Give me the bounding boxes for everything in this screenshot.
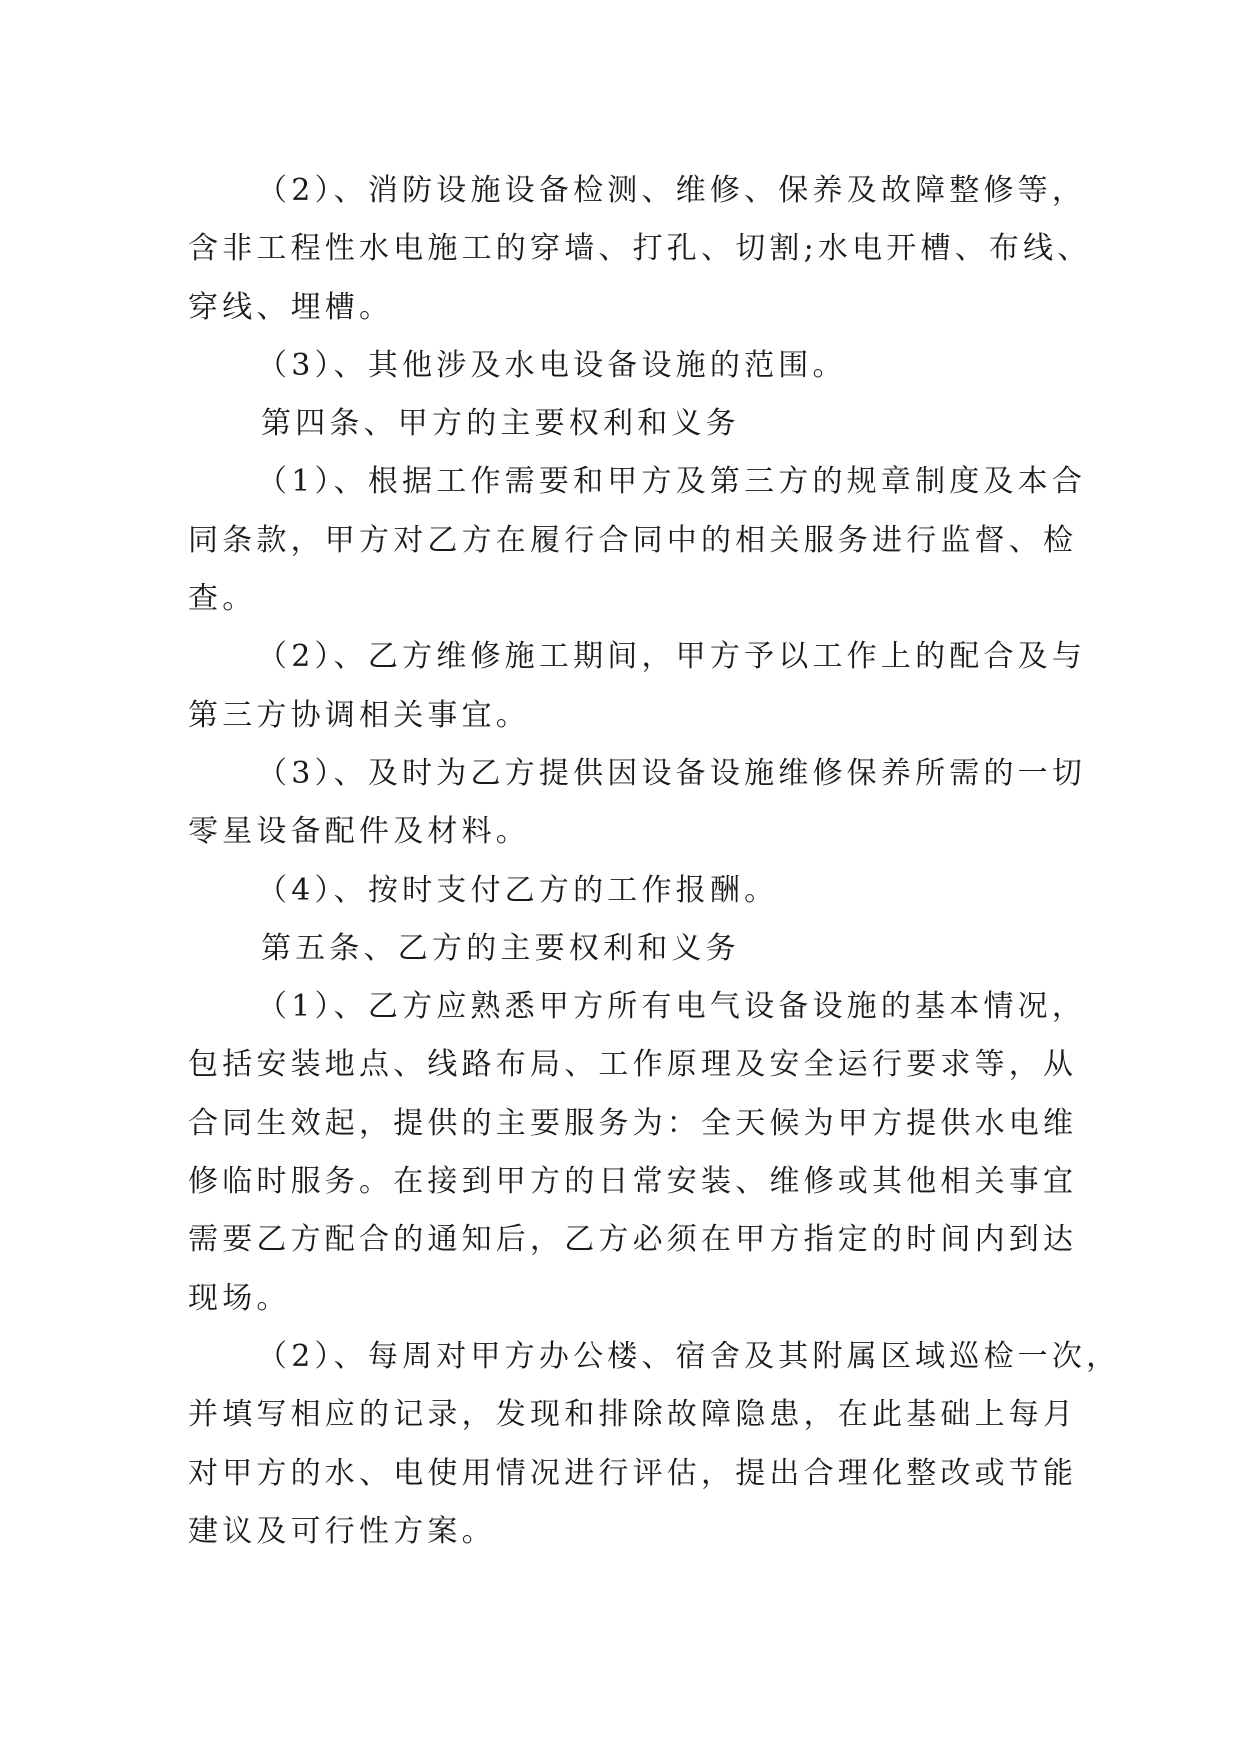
text-line: 同条款，甲方对乙方在履行合同中的相关服务进行监督、检 [188, 522, 1078, 558]
text-line: 合同生效起，提供的主要服务为：全天候为甲方提供水电维 [188, 1105, 1078, 1141]
text-line: 零星设备配件及材料。 [188, 814, 530, 850]
text-line: 第三方协调相关事宜。 [188, 697, 530, 733]
text-line: （2）、消防设施设备检测、维修、保养及故障整修等， [257, 173, 1087, 208]
text-line: 建议及可行性方案。 [188, 1513, 496, 1549]
text-line: 查。 [188, 581, 257, 617]
text-line: （2）、每周对甲方办公楼、宿舍及其附属区域巡检一次， [257, 1338, 1121, 1374]
document-body [188, 162, 1121, 1561]
section-heading: 第五条、乙方的主要权利和义务 [261, 930, 740, 966]
text-line: （3）、其他涉及水电设备设施的范围。 [257, 347, 847, 383]
text-line: 含非工程性水电施工的穿墙、打孔、切割;水电开槽、布线、 [188, 231, 1092, 267]
text-line: 现场。 [188, 1280, 291, 1316]
text-line: （2）、乙方维修施工期间，甲方予以工作上的配合及与 [257, 639, 1087, 675]
text-line: 需要乙方配合的通知后，乙方必须在甲方指定的时间内到达 [188, 1222, 1078, 1258]
text-line: （4）、按时支付乙方的工作报酬。 [257, 872, 779, 908]
text-line: （1）、根据工作需要和甲方及第三方的规章制度及本合 [257, 464, 1087, 500]
text-line: 修临时服务。在接到甲方的日常安装、维修或其他相关事宜 [188, 1164, 1078, 1200]
text-line: 对甲方的水、电使用情况进行评估，提出合理化整改或节能 [188, 1455, 1078, 1491]
text-line: （3）、及时为乙方提供因设备设施维修保养所需的一切 [257, 755, 1087, 791]
section-heading: 第四条、甲方的主要权利和义务 [261, 406, 740, 442]
text-line: 并填写相应的记录，发现和排除故障隐患，在此基础上每月 [188, 1397, 1078, 1433]
text-line: 穿线、埋槽。 [188, 289, 394, 325]
text-line: 包括安装地点、线路布局、工作原理及安全运行要求等，从 [188, 1047, 1078, 1083]
text-line: （1）、乙方应熟悉甲方所有电气设备设施的基本情况， [257, 989, 1087, 1025]
